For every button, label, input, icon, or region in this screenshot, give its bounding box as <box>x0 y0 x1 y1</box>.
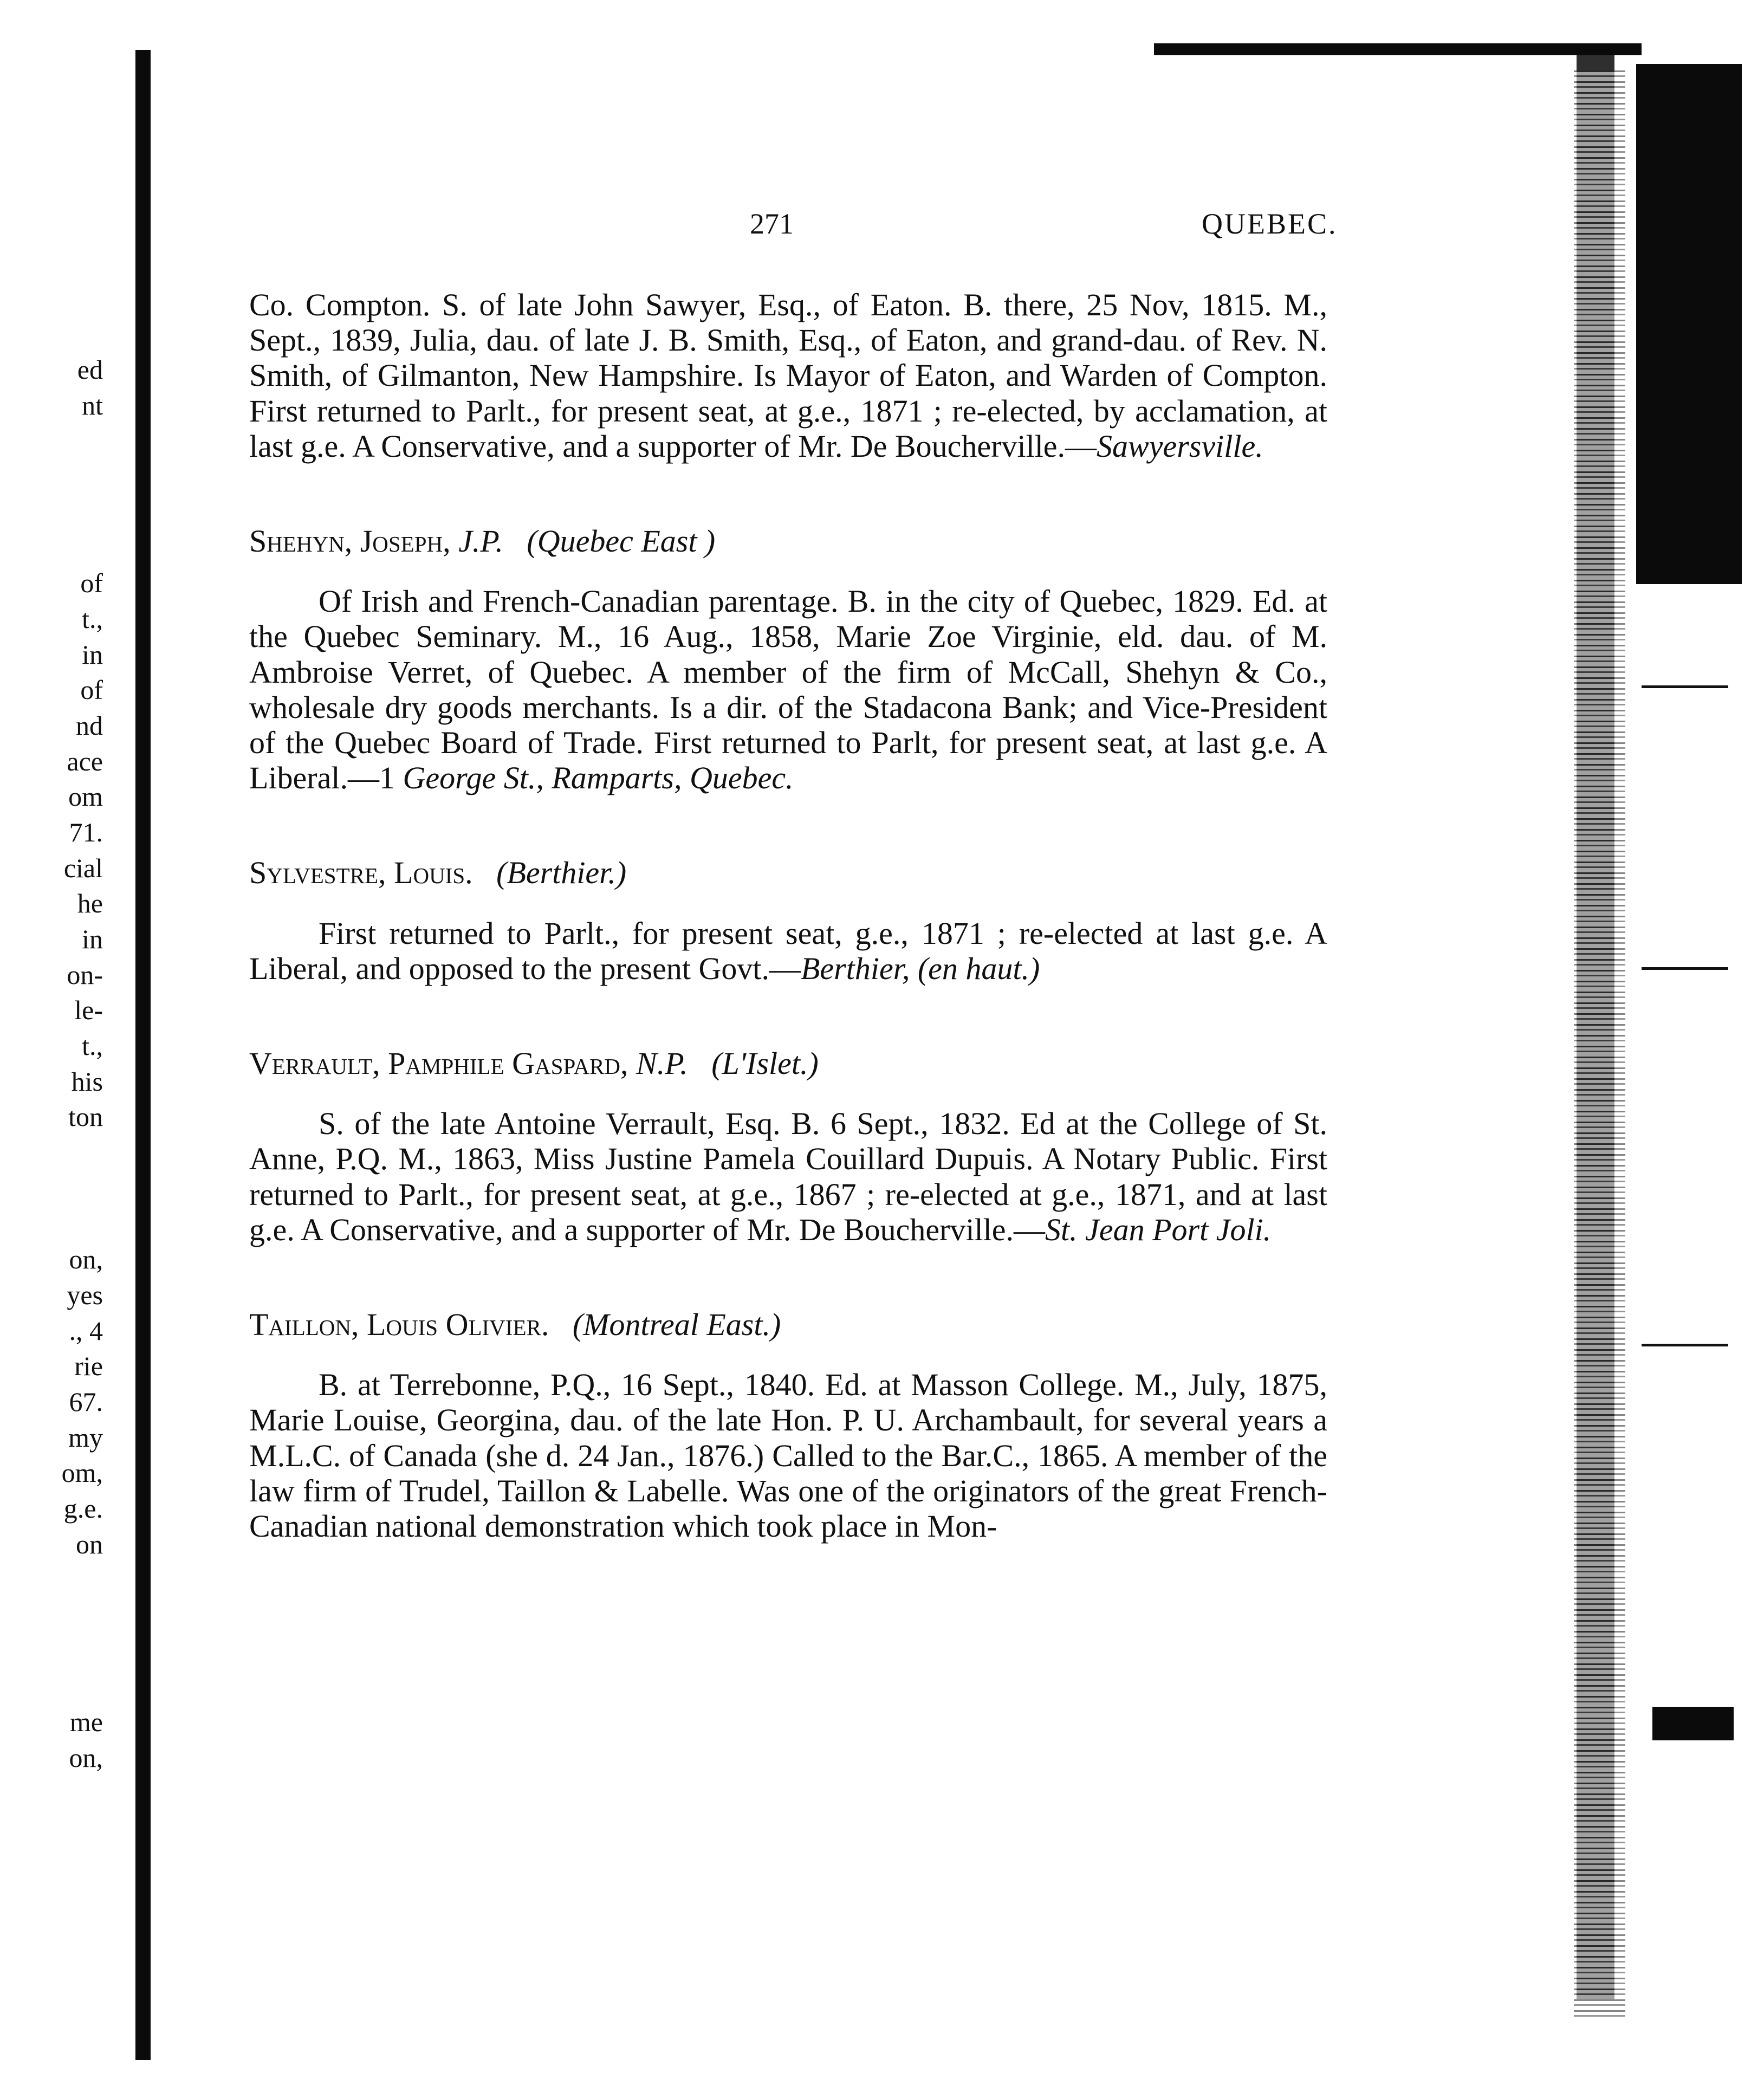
entry-body: Of Irish and French-Canadian parentage. B. in the city of Quebec, 1829. Ed. at the Quebec Seminary. M., 16 Aug., 1858, Marie Zoe Virginie, eld. dau. of M. Ambroise Verret, of Quebec. A member of the firm of McCall, Shehyn & Co., wholesale dry goods merchants. Is a dir. of the Stadacona Bank; and Vice-President of the Quebec Board of Trade. First returned to Parlt, for present seat, at last g.e. A Liberal.—1 <box>249 584 1327 796</box>
entry-continued <box>249 287 1327 464</box>
fragment-line: g.e. <box>63 1493 103 1524</box>
page-body <box>249 287 1327 1544</box>
top-edge-bar <box>1154 43 1642 55</box>
entry-body: Co. Compton. S. of late John Sawyer, Esq., of Eaton. B. there, 25 Nov, 1815. M., Sept., 1839, Julia, dau. of late J. B. Smith, Esq., of Eaton, and grand-dau. of Rev. N. Smith, of Gilmanton, New Hampshire. Is Mayor of Eaton, and Warden of Compton. First returned to Parlt., for present seat, at g.e., 1871 ; re-elected, by acclamation, at last g.e. A Conservative, and a supporter of Mr. De Boucherville.— <box>249 287 1327 464</box>
entry-title: J.P. <box>458 523 503 559</box>
fragment-line <box>0 1135 103 1171</box>
fragment-line: ace <box>67 746 103 776</box>
entry-name: Sylvestre, Louis. <box>249 855 473 891</box>
fragment-line: ton <box>68 1102 103 1132</box>
fragment-line <box>0 530 103 566</box>
fragment-line <box>0 1171 103 1207</box>
fragment-line: 67. <box>69 1386 103 1417</box>
fragment-line <box>0 1207 103 1242</box>
entry-name: Verrault, Pamphile Gaspard, <box>249 1046 628 1081</box>
entry-riding: (Montreal East.) <box>572 1307 781 1343</box>
fragment-line <box>0 423 103 459</box>
fragment-line: of <box>80 675 103 705</box>
entry-shehyn <box>249 523 1327 795</box>
fragment-line: rie <box>74 1351 103 1382</box>
fragment-line: le- <box>74 995 103 1026</box>
entry-paragraph <box>249 1367 1327 1544</box>
fragment-line: on, <box>69 1244 103 1275</box>
entry-heading <box>249 855 1327 890</box>
dark-block-bottom <box>1652 1707 1734 1740</box>
page-number: 271 <box>750 208 794 240</box>
fragment-line <box>0 1669 103 1705</box>
entry-address: Berthier, (en haut.) <box>800 950 1040 986</box>
fragment-line: of <box>80 568 103 599</box>
running-head: QUEBEC. <box>1202 208 1338 240</box>
fragment-line: nd <box>76 710 103 741</box>
entry-heading <box>249 1046 1327 1081</box>
binding-edge-bar <box>135 50 151 2060</box>
entry-riding: (Quebec East ) <box>527 523 716 559</box>
entry-address: Sawyersville. <box>1097 428 1263 464</box>
entry-heading <box>249 1307 1327 1342</box>
fragment-line: in <box>82 639 103 670</box>
entry-heading <box>249 523 1327 559</box>
fragment-line <box>0 1598 103 1634</box>
fragment-line: yes <box>67 1279 103 1310</box>
entry-paragraph <box>249 584 1327 795</box>
margin-rule-1 <box>1642 685 1728 688</box>
fragment-line <box>0 495 103 530</box>
entry-address: George St., Ramparts, Quebec. <box>403 760 794 796</box>
entry-verrault <box>249 1046 1327 1247</box>
entry-title: N.P. <box>636 1046 688 1081</box>
fragment-line: t., <box>82 603 103 634</box>
fragment-line: t., <box>82 1031 103 1061</box>
entry-body: B. at Terrebonne, P.Q., 16 Sept., 1840. Ed. at Masson College. M., July, 1875, Marie Louise, Georgina, dau. of the late Hon. P. U. Archambault, for several years a M.L.C. of Canada (she d. 24 Jan., 1876.) Called to the Bar.C., 1865. A member of the law firm of Trudel, Taillon & Labelle. Was one of the originators of the great French-Canadian national demonstration which took place in Mon- <box>249 1367 1327 1544</box>
adjacent-page-fragments <box>0 352 103 1776</box>
margin-rule-3 <box>1642 1344 1728 1346</box>
fragment-line: 71. <box>69 817 103 847</box>
entry-paragraph <box>249 1106 1327 1247</box>
scan-noise <box>1574 70 1625 2021</box>
fragment-line: on- <box>67 959 103 990</box>
fragment-line: cial <box>63 852 103 883</box>
fragment-line: om, <box>61 1458 103 1488</box>
fragment-line: on <box>76 1528 103 1559</box>
fragment-line: his <box>71 1066 103 1097</box>
entry-address: St. Jean Port Joli. <box>1045 1212 1272 1247</box>
entry-name: Taillon, Louis Olivier. <box>249 1307 549 1343</box>
fragment-line: he <box>77 888 103 919</box>
entry-taillon <box>249 1307 1327 1544</box>
fragment-line: om <box>68 781 103 812</box>
dark-block-top <box>1636 64 1742 584</box>
fragment-line <box>0 459 103 495</box>
fragment-line: my <box>68 1422 103 1453</box>
fragment-line: in <box>82 924 103 954</box>
entry-paragraph <box>249 916 1327 986</box>
margin-rule-2 <box>1642 967 1728 970</box>
entry-body: S. of the late Antoine Verrault, Esq. B. 6 Sept., 1832. Ed at the College of St. Anne, P.Q. M., 1863, Miss Justine Pamela Couillard Dupuis. A Notary Public. First returned to Parlt., for present seat, at g.e., 1867 ; re-elected at g.e., 1871, and at last g.e. A Conservative, and a supporter of Mr. De Boucherville.— <box>249 1106 1327 1247</box>
fragment-line <box>0 1634 103 1669</box>
fragment-line: on, <box>69 1742 103 1773</box>
fragment-line: nt <box>82 390 103 420</box>
fragment-line: ., 4 <box>69 1315 103 1346</box>
entry-paragraph <box>249 287 1327 464</box>
fragment-line: ed <box>77 354 103 385</box>
entry-body: First returned to Parlt., for present seat, g.e., 1871 ; re-elected at last g.e. A Liberal, and opposed to the present Govt.— <box>249 915 1327 986</box>
entry-name: Shehyn, Joseph, <box>249 523 451 559</box>
fragment-line <box>0 1562 103 1598</box>
entry-sylvestre <box>249 855 1327 986</box>
fragment-line: me <box>69 1707 103 1738</box>
entry-riding: (L'Islet.) <box>711 1046 819 1081</box>
entry-riding: (Berthier.) <box>496 855 627 891</box>
